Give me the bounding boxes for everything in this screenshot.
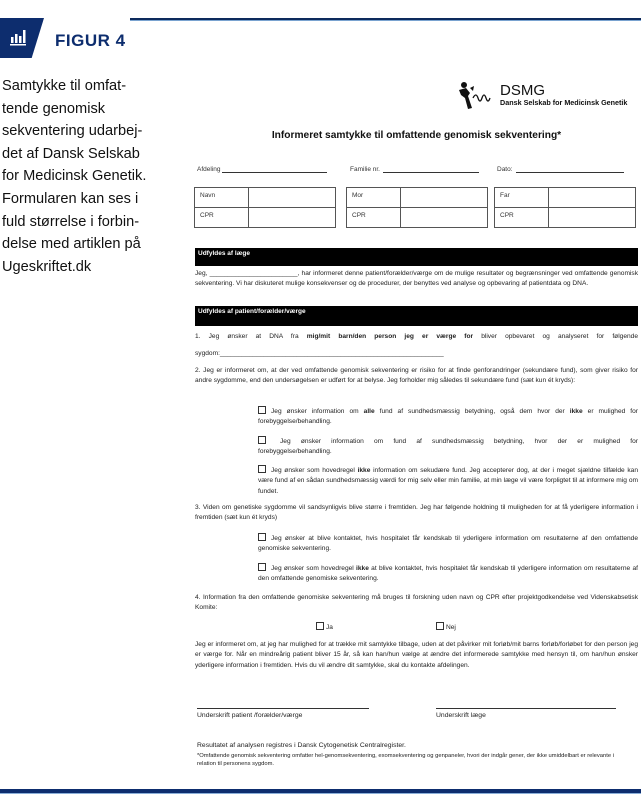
- question-1: [195, 328, 638, 362]
- caption-line: Ugeskriftet.dk: [2, 258, 92, 275]
- caption-line: for Medicinsk Genetik.: [2, 168, 147, 185]
- patient-signature-label: Underskrift patient /forælder/værge: [197, 712, 303, 719]
- doctor-statement-text: , har informeret denne patient/forælder/værge om de mulige resultater og begrænsninger ved omfattende genomisk sekventering. Vi har diskuteret mulige konsekvenser og de procedurer, der benyttes ved analyse og opbevaring af patientdata og DNA.: [195, 270, 638, 288]
- option-text: information om sekudære fund. Jeg accepterer dog, at der i meget sjældne tilfælde kan være fund af en sådan sundhedsmæssig værdi for mig selv eller min familie, at min læge vil være forpligtet til at informere mig om fundet.: [258, 467, 638, 495]
- caption-line: Samtykke til omfat-: [2, 78, 127, 94]
- patient-section-header: Udfyldes af patient/forælder/værge: [195, 306, 638, 326]
- withdraw-consent-text: Jeg er informeret om, at jeg har mulighed for at trække mit samtykke tilbage, uden at det påvirker mit forløb/mit barns forløb/forløbet for den person jeg er værge for. Når en mindreårig patient bliver 15 år, så kan han/hun vælge at ændre det informerede samtykke med hensyn til, om han/hun ønsker yderligere information i fremtiden. Hvis du vil ændre dit samtykke, skal du kontakte afdelingen.: [195, 641, 638, 669]
- q3-option-contact: [258, 533, 638, 555]
- q1-text-bold: mig/mit barn/den person jeg er værge for: [306, 333, 474, 340]
- option-text: fund af sundhedsmæssig betydning, også dem hvor der: [374, 408, 570, 415]
- mother-cpr-label: CPR: [352, 212, 366, 219]
- afdeling-label: Afdeling: [197, 166, 221, 173]
- mother-name-row[interactable]: [347, 188, 487, 208]
- option-text: Jeg ønsker som hovedregel: [271, 467, 358, 474]
- doctor-signature-label: Underskrift læge: [436, 712, 486, 719]
- bar-chart-icon: [9, 28, 27, 46]
- footer-rule-accent: [0, 793, 641, 794]
- mother-name-label: Mor: [352, 192, 364, 199]
- option-text: Jeg ønsker som hovedregel: [271, 565, 357, 572]
- logo-name: Dansk Selskab for Medicinsk Genetik: [500, 98, 628, 107]
- q3-option-no-contact-checkbox[interactable]: [258, 563, 266, 571]
- header-rule-accent: [130, 20, 641, 21]
- option-text: Jeg ønsker information om: [271, 408, 364, 415]
- doctor-statement: [195, 269, 638, 290]
- option-text-bold: ikke: [357, 467, 371, 474]
- q4-no-label: Nej: [446, 624, 456, 631]
- footnote: *Omfattende genomisk sekventering omfatter hel-genomsekventering, exomsekventering og genpaneler, hvori der indgår gener, der ikke umiddelbart er relevante i relation til personens sygdom.: [197, 753, 614, 768]
- q2-option-treatable-checkbox[interactable]: [258, 436, 266, 444]
- caption-line: det af Dansk Selskab: [2, 145, 140, 162]
- option-text: er mulighed for forebyggelse/behandling.: [258, 408, 639, 426]
- mother-box: [346, 187, 488, 228]
- box-divider: [248, 188, 249, 227]
- q1-text-pre: 1. Jeg ønsker at DNA fra: [195, 333, 307, 340]
- doctor-signature-line[interactable]: [436, 708, 616, 709]
- caption-line: fuld størrelse i forbin-: [2, 213, 140, 230]
- patient-name-row[interactable]: [195, 188, 335, 208]
- q2-option-treatable: [258, 436, 638, 458]
- patient-box: [194, 187, 336, 228]
- figure-label: FIGUR 4: [55, 31, 126, 50]
- q4-yes-label: Ja: [326, 624, 333, 631]
- father-cpr-row[interactable]: [495, 208, 635, 228]
- caption-line: sekventering udarbej-: [2, 123, 143, 140]
- father-cpr-label: CPR: [500, 212, 514, 219]
- q4-no-checkbox[interactable]: [436, 622, 444, 630]
- afdeling-field[interactable]: [197, 165, 327, 173]
- option-text: at blive kontaktet, hvis hospitalet får kendskab til yderligere information om resultaterne af den omfattende genomiske sekventering.: [258, 565, 638, 583]
- logo-acronym: DSMG: [500, 82, 545, 99]
- father-name-row[interactable]: [495, 188, 635, 208]
- afdeling-input[interactable]: [222, 165, 327, 173]
- question-2: 2. Jeg er informeret om, at der ved omfattende genomisk sekventering er risiko for at finde genforandringer (sekundære fund), som giver risiko for andre sygdomme, end den undersøgelsen er udført for at belyse. Jeg forholder mig således til sekundære fund (sæt kun ét kryds):: [195, 367, 638, 385]
- figure-caption: [2, 75, 177, 278]
- option-text: Jeg ønsker information om fund af sundhedsmæssig betydning, hvor der er mulighed for forebyggelse/behandling.: [258, 438, 638, 456]
- q2-option-none: [258, 465, 638, 497]
- q1-disease-blank[interactable]: _____________________________________________________________: [219, 350, 444, 357]
- q1-text-post: bliver opbevaret og analyseret for følgende sygdom:: [195, 333, 638, 357]
- option-text-bold: alle: [363, 408, 375, 415]
- doctor-statement-prefix: Jeg,: [195, 270, 210, 277]
- q4-no-option[interactable]: [436, 622, 456, 633]
- mother-cpr-row[interactable]: [347, 208, 487, 228]
- familie-nr-label: Familie nr.: [350, 166, 380, 173]
- dato-field[interactable]: [497, 165, 624, 173]
- q2-option-all: [258, 406, 638, 428]
- option-text: Jeg ønsker at blive kontaktet, hvis hospitalet får kendskab til yderligere information om resultaterne af den omfattende genomiske sekventering.: [258, 535, 638, 553]
- option-text-bold: ikke: [569, 408, 583, 415]
- caption-line: tende genomisk: [2, 100, 106, 117]
- patient-cpr-row[interactable]: [195, 208, 335, 228]
- q3-option-contact-checkbox[interactable]: [258, 533, 266, 541]
- caption-line: delse med artiklen på: [2, 236, 141, 253]
- patient-signature-line[interactable]: [197, 708, 369, 709]
- question-4: 4. Information fra den omfattende genomiske sekventering må bruges til forskning uden navn og CPR efter projektgodkendelse ved Videnskabsetisk Komite:: [195, 594, 638, 612]
- box-divider: [548, 188, 549, 227]
- caption-line: Formularen kan ses i: [2, 190, 139, 207]
- father-name-label: Far: [500, 192, 510, 199]
- dato-label: Dato:: [497, 166, 513, 173]
- q2-option-all-checkbox[interactable]: [258, 406, 266, 414]
- dato-input[interactable]: [516, 165, 624, 173]
- option-text-bold: ikke: [356, 565, 369, 572]
- dna-figure-logo-icon: [456, 80, 496, 112]
- father-box: [494, 187, 636, 228]
- box-divider: [400, 188, 401, 227]
- doctor-section-header: Udfyldes af læge: [195, 248, 638, 266]
- familie-nr-field[interactable]: [350, 165, 479, 173]
- registry-note: Resultatet af analysen registres i Dansk Cytogenetisk Centralregister.: [197, 742, 406, 749]
- doctor-name-blank[interactable]: ________________________: [209, 270, 298, 277]
- q4-yes-checkbox[interactable]: [316, 622, 324, 630]
- q4-yes-option[interactable]: [316, 622, 333, 633]
- familie-nr-input[interactable]: [383, 165, 479, 173]
- form-title: Informeret samtykke til omfattende genomisk sekventering*: [271, 130, 562, 141]
- question-3: 3. Viden om genetiske sygdomme vil sandsynligvis blive større i fremtiden. Jeg har følgende holdning til muligheden for at få yderligere information i fremtiden (sæt kun ét kryds): [195, 504, 638, 522]
- q2-option-none-checkbox[interactable]: [258, 465, 266, 473]
- patient-cpr-label: CPR: [200, 212, 214, 219]
- patient-name-label: Navn: [200, 192, 216, 199]
- q3-option-no-contact: [258, 563, 638, 585]
